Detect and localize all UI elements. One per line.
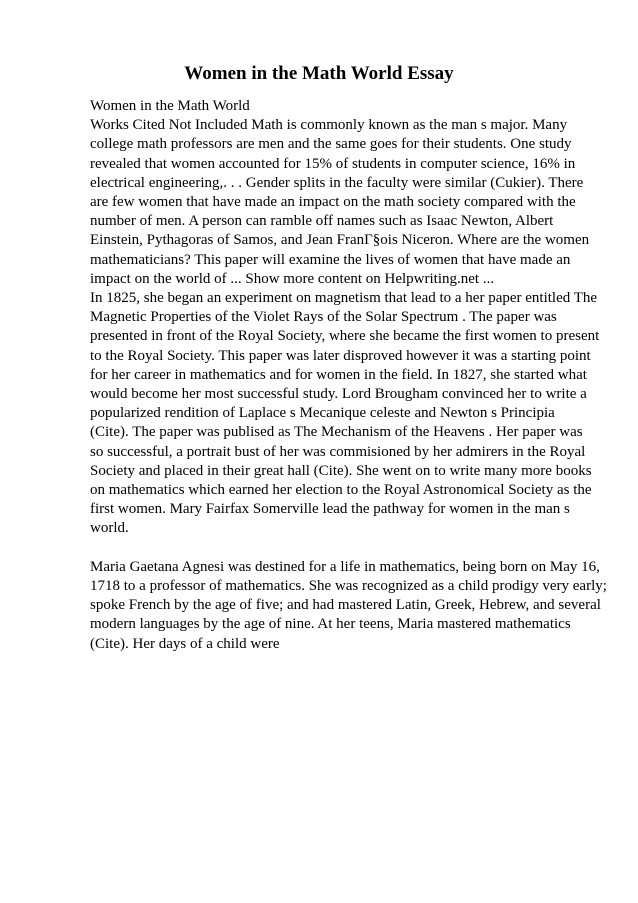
text-line: modern languages by the age of nine. At her teens, Maria mastered mathematics <box>90 616 571 633</box>
text-line: world. <box>90 520 129 537</box>
text-line: Society and placed in their great hall (Cite). She went on to write many more books <box>90 462 592 479</box>
text-line: college math professors are men and the same goes for their students. One study <box>90 136 572 153</box>
text-line: Works Cited Not Included Math is commonly known as the man s major. Many <box>90 117 568 134</box>
text-line: Women in the Math World <box>90 98 250 114</box>
paragraph-1 <box>90 97 600 539</box>
paragraph-gap <box>90 539 600 558</box>
text-line: (Cite). The paper was publised as The Mechanism of the Heavens . Her paper was <box>90 424 583 441</box>
text-line: so successful, a portrait bust of her was commisioned by her admirers in the Royal <box>90 443 586 460</box>
text-line: (Cite). Her days of a child were <box>90 635 280 652</box>
text-line: would become her most successful study. Lord Brougham convinced her to write a <box>90 386 587 403</box>
text-line: revealed that women accounted for 15% of students in computer science, 16% in <box>90 155 576 172</box>
text-line: In 1825, she began an experiment on magnetism that lead to a her paper entitled The <box>90 290 598 307</box>
text-line: impact on the world of ... Show more content on Helpwriting.net ... <box>90 270 495 287</box>
text-line: Magnetic Properties of the Violet Rays of the Solar Spectrum . The paper was <box>90 309 557 326</box>
page-title: Women in the Math World Essay <box>184 63 454 84</box>
text-line: first women. Mary Fairfax Somerville lead the pathway for women in the man s <box>90 501 570 518</box>
text-line: 1718 to a professor of mathematics. She was recognized as a child prodigy very early; <box>90 578 607 595</box>
text-line: popularized rendition of Laplace s Mecanique celeste and Newton s Principia <box>90 405 555 422</box>
essay-body <box>90 97 607 654</box>
text-line: to the Royal Society. This paper was later disproved however it was a starting point <box>90 347 591 364</box>
text-line: mathematicians? This paper will examine the lives of women that have made an <box>90 251 571 268</box>
text-line: Maria Gaetana Agnesi was destined for a life in mathematics, being born on May 16, <box>90 558 600 575</box>
text-line: are few women that have made an impact on the math society compared with the <box>90 194 576 211</box>
text-line: number of men. A person can ramble off names such as Isaac Newton, Albert <box>90 213 554 230</box>
text-line: on mathematics which earned her election to the Royal Astronomical Society as the <box>90 482 592 499</box>
text-line: for her career in mathematics and for women in the field. In 1827, she started what <box>90 366 587 383</box>
text-line: electrical engineering,. . . Gender splits in the faculty were similar (Cukier). There <box>90 174 584 191</box>
text-line: presented in front of the Royal Society, where she became the first women to present <box>90 328 600 345</box>
text-line: spoke French by the age of five; and had mastered Latin, Greek, Hebrew, and several <box>90 597 601 614</box>
paragraph-2 <box>90 558 607 654</box>
text-line: Einstein, Pythagoras of Samos, and Jean FranГ§ois Niceron. Where are the women <box>90 232 590 249</box>
